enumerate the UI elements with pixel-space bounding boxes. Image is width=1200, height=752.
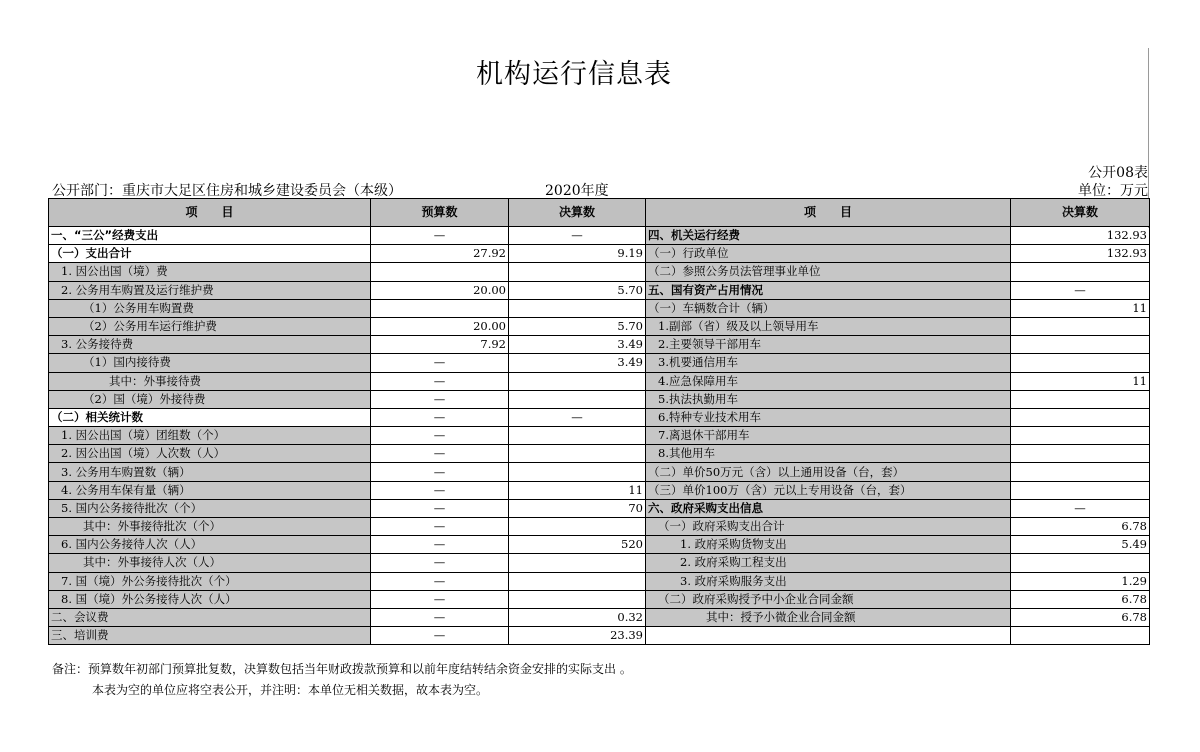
right-final-cell: 5.49 bbox=[1011, 536, 1150, 554]
left-item-cell: 6. 国内公务接待人次（人） bbox=[49, 536, 371, 554]
final-cell bbox=[509, 590, 646, 608]
right-item-cell: （二）参照公务员法管理事业单位 bbox=[646, 263, 1011, 281]
institution-operation-table bbox=[48, 198, 1150, 645]
footnote-remark: 备注：预算数年初部门预算批复数，决算数包括当年财政拨款预算和以前年度结转结余资金安排的实际支出 。 bbox=[52, 662, 632, 676]
final-cell: 9.19 bbox=[509, 245, 646, 263]
budget-cell: — bbox=[371, 536, 509, 554]
final-cell: 11 bbox=[509, 481, 646, 499]
right-item-cell: 3.机要通信用车 bbox=[646, 354, 1011, 372]
final-cell: 70 bbox=[509, 499, 646, 517]
right-item-cell: 六、政府采购支出信息 bbox=[646, 499, 1011, 517]
table-row bbox=[49, 627, 1150, 645]
left-item-cell: 4. 公务用车保有量（辆） bbox=[49, 481, 371, 499]
right-final-cell: 6.78 bbox=[1011, 608, 1150, 626]
budget-cell: — bbox=[371, 499, 509, 517]
right-item-cell: （一）政府采购支出合计 bbox=[646, 518, 1011, 536]
right-final-cell bbox=[1011, 390, 1150, 408]
table-row bbox=[49, 463, 1150, 481]
final-cell bbox=[509, 463, 646, 481]
final-cell: 23.39 bbox=[509, 627, 646, 645]
right-final-cell bbox=[1011, 317, 1150, 335]
budget-cell: 20.00 bbox=[371, 281, 509, 299]
right-item-cell: 四、机关运行经费 bbox=[646, 227, 1011, 245]
right-final-cell bbox=[1011, 554, 1150, 572]
header-right-item: 项 目 bbox=[646, 199, 1011, 227]
right-item-cell: （一）车辆数合计（辆） bbox=[646, 299, 1011, 317]
right-final-cell: 132.93 bbox=[1011, 227, 1150, 245]
budget-cell: — bbox=[371, 481, 509, 499]
right-final-cell bbox=[1011, 463, 1150, 481]
budget-cell: — bbox=[371, 390, 509, 408]
final-cell: 3.49 bbox=[509, 354, 646, 372]
left-item-cell: 5. 国内公务接待批次（个） bbox=[49, 499, 371, 517]
final-cell bbox=[509, 263, 646, 281]
right-final-cell bbox=[1011, 336, 1150, 354]
left-item-cell: 其中：外事接待人次（人） bbox=[49, 554, 371, 572]
final-cell: — bbox=[509, 408, 646, 426]
table-row bbox=[49, 317, 1150, 335]
right-item-cell: （三）单价100万（含）元以上专用设备（台，套） bbox=[646, 481, 1011, 499]
table-row bbox=[49, 354, 1150, 372]
right-final-cell bbox=[1011, 481, 1150, 499]
table-row bbox=[49, 227, 1150, 245]
department-label: 公开部门：重庆市大足区住房和城乡建设委员会（本级） bbox=[52, 183, 402, 199]
table-row bbox=[49, 518, 1150, 536]
left-item-cell: 7. 国（境）外公务接待批次（个） bbox=[49, 572, 371, 590]
left-item-cell: （二）相关统计数 bbox=[49, 408, 371, 426]
right-item-cell: （二）政府采购授予中小企业合同金额 bbox=[646, 590, 1011, 608]
table-row bbox=[49, 245, 1150, 263]
budget-cell: 20.00 bbox=[371, 317, 509, 335]
budget-cell: — bbox=[371, 372, 509, 390]
left-item-cell: 2. 因公出国（境）人次数（人） bbox=[49, 445, 371, 463]
budget-cell: — bbox=[371, 554, 509, 572]
table-row bbox=[49, 445, 1150, 463]
left-item-cell: 3. 公务接待费 bbox=[49, 336, 371, 354]
final-cell bbox=[509, 427, 646, 445]
budget-cell: — bbox=[371, 590, 509, 608]
right-item-cell: 5.执法执勤用车 bbox=[646, 390, 1011, 408]
table-row bbox=[49, 427, 1150, 445]
right-final-cell: 1.29 bbox=[1011, 572, 1150, 590]
budget-cell: — bbox=[371, 572, 509, 590]
table-row bbox=[49, 590, 1150, 608]
right-item-cell: （二）单价50万元（含）以上通用设备（台，套） bbox=[646, 463, 1011, 481]
final-cell: — bbox=[509, 227, 646, 245]
table-header-row bbox=[49, 199, 1150, 227]
left-item-cell: 3. 公务用车购置数（辆） bbox=[49, 463, 371, 481]
left-item-cell: 其中：外事接待费 bbox=[49, 372, 371, 390]
table-row bbox=[49, 281, 1150, 299]
budget-cell bbox=[371, 263, 509, 281]
right-final-cell: — bbox=[1011, 499, 1150, 517]
right-item-cell: 2. 政府采购工程支出 bbox=[646, 554, 1011, 572]
header-right-final: 决算数 bbox=[1011, 199, 1150, 227]
budget-cell: — bbox=[371, 354, 509, 372]
left-item-cell: 一、“三公”经费支出 bbox=[49, 227, 371, 245]
right-item-cell: 1. 政府采购货物支出 bbox=[646, 536, 1011, 554]
right-item-cell bbox=[646, 627, 1011, 645]
table-row bbox=[49, 372, 1150, 390]
year-label: 2020年度 bbox=[545, 183, 609, 199]
final-cell bbox=[509, 390, 646, 408]
budget-cell: — bbox=[371, 627, 509, 645]
table-row bbox=[49, 499, 1150, 517]
table-row bbox=[49, 263, 1150, 281]
right-item-cell: 8.其他用车 bbox=[646, 445, 1011, 463]
budget-cell: 7.92 bbox=[371, 336, 509, 354]
right-final-cell: 6.78 bbox=[1011, 518, 1150, 536]
left-item-cell: （2）国（境）外接待费 bbox=[49, 390, 371, 408]
final-cell bbox=[509, 445, 646, 463]
left-item-cell: （一）支出合计 bbox=[49, 245, 371, 263]
table-row bbox=[49, 390, 1150, 408]
final-cell: 520 bbox=[509, 536, 646, 554]
header-final: 决算数 bbox=[509, 199, 646, 227]
budget-cell: — bbox=[371, 408, 509, 426]
table-row bbox=[49, 572, 1150, 590]
right-item-cell: 2.主要领导干部用车 bbox=[646, 336, 1011, 354]
left-item-cell: （1）公务用车购置费 bbox=[49, 299, 371, 317]
final-cell: 3.49 bbox=[509, 336, 646, 354]
left-item-cell: 1. 因公出国（境）费 bbox=[49, 263, 371, 281]
budget-cell: — bbox=[371, 518, 509, 536]
table-row bbox=[49, 299, 1150, 317]
final-cell bbox=[509, 554, 646, 572]
left-item-cell: 其中：外事接待批次（个） bbox=[49, 518, 371, 536]
right-item-cell: 3. 政府采购服务支出 bbox=[646, 572, 1011, 590]
right-item-cell: （一）行政单位 bbox=[646, 245, 1011, 263]
budget-cell: — bbox=[371, 463, 509, 481]
budget-cell: — bbox=[371, 608, 509, 626]
form-code: 公开08表 bbox=[1088, 165, 1148, 181]
right-final-cell bbox=[1011, 263, 1150, 281]
table-row bbox=[49, 536, 1150, 554]
final-cell bbox=[509, 299, 646, 317]
right-item-cell: 五、国有资产占用情况 bbox=[646, 281, 1011, 299]
right-final-cell: 11 bbox=[1011, 299, 1150, 317]
final-cell: 5.70 bbox=[509, 281, 646, 299]
right-final-cell bbox=[1011, 427, 1150, 445]
right-final-cell bbox=[1011, 354, 1150, 372]
page-title: 机构运行信息表 bbox=[476, 59, 672, 90]
right-final-cell bbox=[1011, 627, 1150, 645]
right-item-cell: 4.应急保障用车 bbox=[646, 372, 1011, 390]
final-cell bbox=[509, 518, 646, 536]
right-item-cell: 其中：授予小微企业合同金额 bbox=[646, 608, 1011, 626]
header-left-item: 项 目 bbox=[49, 199, 371, 227]
right-item-cell: 1.副部（省）级及以上领导用车 bbox=[646, 317, 1011, 335]
left-item-cell: 1. 因公出国（境）团组数（个） bbox=[49, 427, 371, 445]
table-row bbox=[49, 608, 1150, 626]
right-item-cell: 7.离退休干部用车 bbox=[646, 427, 1011, 445]
left-item-cell: 二、会议费 bbox=[49, 608, 371, 626]
budget-cell: 27.92 bbox=[371, 245, 509, 263]
table-row bbox=[49, 408, 1150, 426]
budget-cell bbox=[371, 299, 509, 317]
header-budget: 预算数 bbox=[371, 199, 509, 227]
right-final-cell: 6.78 bbox=[1011, 590, 1150, 608]
left-item-cell: （2）公务用车运行维护费 bbox=[49, 317, 371, 335]
final-cell bbox=[509, 572, 646, 590]
right-final-cell bbox=[1011, 408, 1150, 426]
right-final-cell: — bbox=[1011, 281, 1150, 299]
budget-cell: — bbox=[371, 427, 509, 445]
table-row bbox=[49, 481, 1150, 499]
footnote-empty-table: 本表为空的单位应将空表公开，并注明：本单位无相关数据，故本表为空。 bbox=[92, 683, 489, 697]
table-row bbox=[49, 336, 1150, 354]
final-cell bbox=[509, 372, 646, 390]
unit-label: 单位：万元 bbox=[1078, 183, 1148, 199]
final-cell: 0.32 bbox=[509, 608, 646, 626]
left-item-cell: 8. 国（境）外公务接待人次（人） bbox=[49, 590, 371, 608]
final-cell: 5.70 bbox=[509, 317, 646, 335]
left-item-cell: 三、培训费 bbox=[49, 627, 371, 645]
right-final-cell bbox=[1011, 445, 1150, 463]
left-item-cell: 2. 公务用车购置及运行维护费 bbox=[49, 281, 371, 299]
right-final-cell: 11 bbox=[1011, 372, 1150, 390]
right-item-cell: 6.特种专业技术用车 bbox=[646, 408, 1011, 426]
left-item-cell: （1）国内接待费 bbox=[49, 354, 371, 372]
table-row bbox=[49, 554, 1150, 572]
budget-cell: — bbox=[371, 227, 509, 245]
budget-cell: — bbox=[371, 445, 509, 463]
right-final-cell: 132.93 bbox=[1011, 245, 1150, 263]
